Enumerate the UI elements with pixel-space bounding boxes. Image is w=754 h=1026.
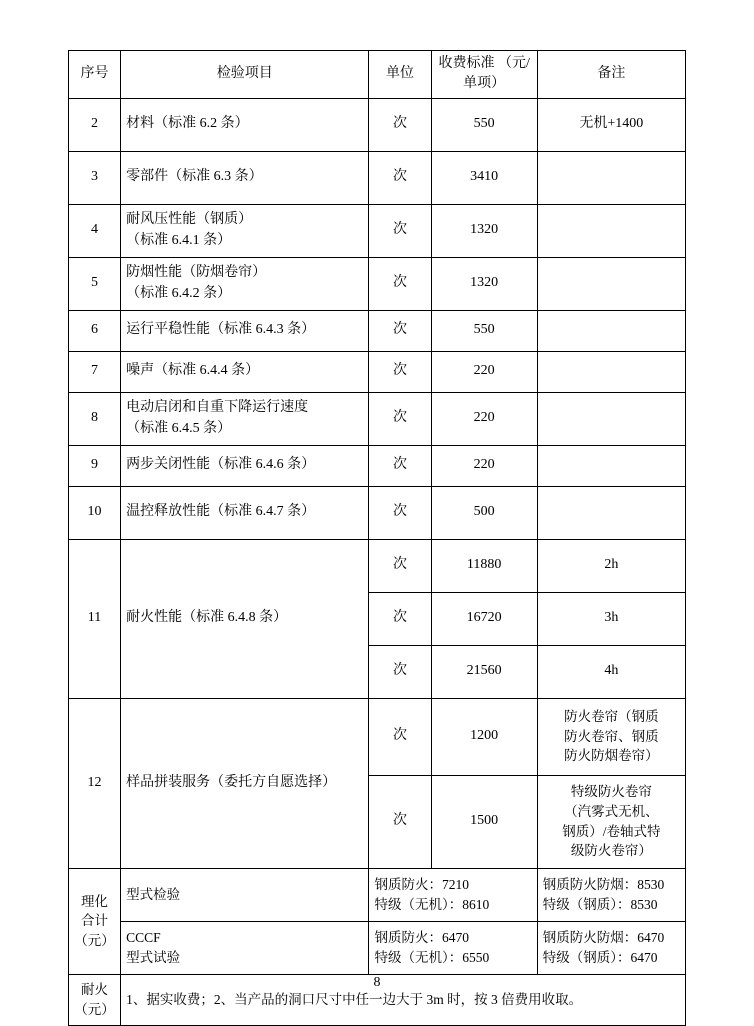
summary-col-b [537,921,685,974]
header-remark: 备注 [537,51,685,99]
footnote-label-line: （元） [74,1001,115,1017]
table-row [69,204,686,257]
table-row [69,98,686,151]
row-no: 6 [69,310,121,351]
row-item: 温控释放性能（标准 6.4.7 条） [121,486,369,539]
row-unit: 次 [369,445,431,486]
row-fee: 220 [431,445,537,486]
summary-sub-label [121,921,369,974]
table-row [69,539,686,592]
row-remark: 无机+1400 [537,98,685,151]
row-no: 4 [69,204,121,257]
row-unit: 次 [369,645,431,698]
header-unit: 单位 [369,51,431,99]
table-row [69,151,686,204]
row-no: 5 [69,257,121,310]
row-item: 噪声（标准 6.4.4 条） [121,351,369,392]
footnote-label-line: 耐火 [81,982,109,998]
table-row [69,698,686,775]
row-remark [537,486,685,539]
row-fee: 1500 [431,775,537,868]
row-remark-line: 防火卷帘（钢质 [564,709,659,725]
row-item-line: 耐风压性能（钢质） [126,212,253,228]
row-remark-line: 钢质）/卷轴式特 [562,823,661,839]
table-row [69,392,686,445]
table-row [69,257,686,310]
table-row [69,310,686,351]
row-unit: 次 [369,539,431,592]
row-item: 运行平稳性能（标准 6.4.3 条） [121,310,369,351]
summary-col-a-line: 特级（无机）：8610 [374,896,490,912]
table-header-row [69,51,686,99]
summary-col-b-line: 特级（钢质）：6470 [542,949,658,965]
header-fee-line2: （元/单项） [463,56,530,92]
row-remark-line: 防火卷帘、钢质 [564,728,659,744]
row-remark [537,257,685,310]
row-item [121,257,369,310]
summary-col-b-line: 钢质防火防烟：8530 [542,877,665,893]
row-item: 样品拼装服务（委托方自愿选择） [121,698,369,868]
row-unit: 次 [369,698,431,775]
summary-label-line: 理化 [81,893,109,909]
header-fee-line1: 收费标准 [438,56,495,71]
row-fee: 500 [431,486,537,539]
row-unit: 次 [369,151,431,204]
row-fee: 1320 [431,204,537,257]
summary-col-a [369,921,537,974]
row-no: 3 [69,151,121,204]
row-no: 8 [69,392,121,445]
summary-label [69,868,121,974]
summary-sub-label: 型式检验 [121,868,369,921]
inspection-fee-table [68,50,686,1026]
row-remark-line: 特级防火卷帘 [570,784,652,800]
row-fee: 550 [431,310,537,351]
table-row [69,445,686,486]
row-no: 12 [69,698,121,868]
row-fee: 16720 [431,592,537,645]
row-remark: 4h [537,645,685,698]
row-item-line: （标准 6.4.1 条） [126,232,232,248]
row-remark [537,392,685,445]
header-item: 检验项目 [121,51,369,99]
row-no: 11 [69,539,121,698]
fee-table-container [68,50,686,1026]
row-no: 9 [69,445,121,486]
summary-col-a [369,868,537,921]
row-item: 零部件（标准 6.3 条） [121,151,369,204]
row-fee: 220 [431,392,537,445]
summary-label-line: 合计 [81,913,109,929]
row-remark [537,445,685,486]
row-fee: 220 [431,351,537,392]
table-row [69,486,686,539]
row-item-line: 电动启闭和自重下降运行速度 [126,400,309,416]
header-no: 序号 [69,51,121,99]
row-remark [537,698,685,775]
row-fee: 3410 [431,151,537,204]
row-remark: 3h [537,592,685,645]
summary-col-b [537,868,685,921]
row-unit: 次 [369,351,431,392]
row-unit: 次 [369,486,431,539]
table-body [69,98,686,1025]
summary-row [69,921,686,974]
row-item-line: （标准 6.4.5 条） [126,420,232,436]
row-no: 10 [69,486,121,539]
summary-col-b-line: 钢质防火防烟：6470 [542,930,665,946]
row-remark [537,351,685,392]
page-number: 8 [373,975,381,990]
table-header [69,51,686,99]
summary-col-b-line: 特级（钢质）：8530 [542,896,658,912]
row-item [121,392,369,445]
row-fee: 1320 [431,257,537,310]
summary-col-a-line: 特级（无机）：6550 [374,949,490,965]
footnote-text: 1、据实收费；2、当产品的洞口尺寸中任一边大于 3m 时，按 3 倍费用收取。 [121,974,686,1025]
summary-sub-label-line: 型式试验 [126,949,181,965]
row-item-line: （标准 6.4.2 条） [126,285,232,301]
row-no: 2 [69,98,121,151]
row-remark [537,310,685,351]
summary-col-a-line: 钢质防火：6470 [374,930,469,946]
row-unit: 次 [369,204,431,257]
row-unit: 次 [369,775,431,868]
row-item: 材料（标准 6.2 条） [121,98,369,151]
row-fee: 550 [431,98,537,151]
table-row [69,351,686,392]
header-fee [431,51,537,99]
row-remark [537,151,685,204]
row-remark-line: 防火防烟卷帘） [564,748,659,764]
row-remark [537,775,685,868]
row-remark [537,204,685,257]
row-fee: 1200 [431,698,537,775]
summary-sub-label-line: CCCF [126,930,161,946]
row-remark-line: 级防火卷帘） [570,843,652,859]
summary-row [69,868,686,921]
row-item-line: 防烟性能（防烟卷帘） [126,265,267,281]
row-fee: 21560 [431,645,537,698]
row-remark-line: （汽雾式无机、 [564,804,659,820]
row-item [121,204,369,257]
row-item: 耐火性能（标准 6.4.8 条） [121,539,369,698]
row-unit: 次 [369,310,431,351]
row-unit: 次 [369,392,431,445]
row-item: 两步关闭性能（标准 6.4.6 条） [121,445,369,486]
row-no: 7 [69,351,121,392]
row-unit: 次 [369,592,431,645]
row-unit: 次 [369,98,431,151]
row-remark: 2h [537,539,685,592]
row-unit: 次 [369,257,431,310]
summary-label-line: （元） [74,932,115,948]
row-fee: 11880 [431,539,537,592]
summary-col-a-line: 钢质防火：7210 [374,877,469,893]
